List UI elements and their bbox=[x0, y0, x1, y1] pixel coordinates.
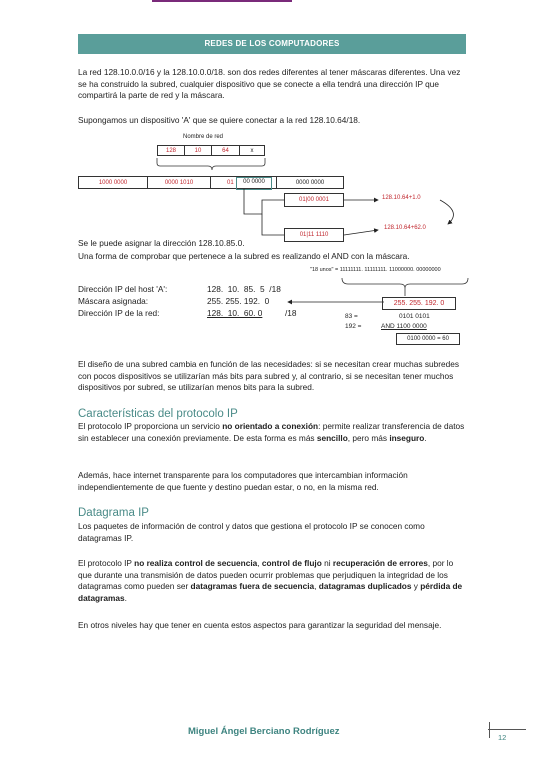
and-intro: Una forma de comprobar que pertenece a la subred es realizando el AND con la máscara. bbox=[78, 251, 410, 261]
calc-b-label: 192 = bbox=[345, 323, 362, 330]
octet-cell: x bbox=[239, 145, 265, 156]
value-mask: 255. 255. 192. 0 bbox=[207, 296, 270, 306]
binary-subnet-bits: 00 0000 bbox=[236, 177, 272, 190]
label-host-ip: Dirección IP del host 'A': bbox=[78, 284, 168, 294]
section-title: Características del protocolo IP bbox=[78, 408, 238, 420]
value-prefix: /18 bbox=[285, 308, 297, 318]
binary-cell: 0000 0000 bbox=[276, 176, 344, 189]
octet-cell: 64 bbox=[211, 145, 240, 156]
binary-net-bits: 01 bbox=[227, 180, 234, 186]
branch-net-bits: 01 bbox=[299, 197, 306, 203]
value-network-ip: 128. 10. 60. 0 bbox=[207, 308, 263, 318]
branch-result: 128.10.64+62.0 bbox=[384, 225, 426, 231]
section1-paragraph2: Además, hace internet transparente para los computadores que intercambian información independientemente de que fuente y destino puedan estar, o no, en la misma red. bbox=[78, 470, 408, 492]
label-network-ip: Dirección IP de la red: bbox=[78, 308, 160, 318]
network-name-label: Nombre de red bbox=[183, 134, 224, 140]
assign-sentence: Se le puede asignar la dirección 128.10.85.0. bbox=[78, 238, 245, 248]
branch-cell: 01|00 0001 bbox=[284, 193, 344, 207]
label-mask: Máscara asignada: bbox=[78, 296, 149, 306]
mask-box: 255. 255. 192. 0 bbox=[382, 297, 456, 310]
value-host-ip: 128. 10. 85. 5 /18 bbox=[207, 284, 281, 294]
calc-a-label: 83 = bbox=[345, 313, 358, 320]
intro-paragraph: La red 128.10.0.0/16 y la 128.10.0.0/18. son dos redes diferentes al tener máscaras diferentes. Una vez se ha construido la subred, cualquier dispositivo que se conecte a ella tendrá una dirección IP que compartirá la parte de red y la máscara. bbox=[78, 67, 461, 100]
section1-paragraph1: El protocolo IP proporciona un servicio no orientado a conexión: permite realizar transferencia de datos sin establecer una conexión previamente. De esta forma es más sencillo, pero más inseguro. bbox=[78, 421, 465, 443]
calc-result: 0100 0000 = 60 bbox=[396, 333, 460, 345]
octet-cell: 10 bbox=[184, 145, 212, 156]
suppose-paragraph: Supongamos un dispositivo 'A' que se quiere conectar a la red 128.10.64/18. bbox=[78, 115, 361, 125]
section2-paragraph2: El protocolo IP no realiza control de secuencia, control de flujo ni recuperación de errores, por lo que durante una transmisión de datos pueden ocurrir problemas que perjudiquen la integridad de los datagramas como pueden ser datagramas fuera de secuencia, datagramas duplicados y pérdida de datagramas. bbox=[78, 558, 463, 603]
section2-paragraph3: En otros niveles hay que tener en cuenta estos aspectos para garantizar la seguridad del mensaje. bbox=[78, 620, 442, 630]
calc-b-value: AND 1100 0000 bbox=[381, 323, 427, 330]
binary-cell: 1000 0000 bbox=[78, 176, 148, 189]
branch-net-bits: 01 bbox=[299, 232, 307, 238]
footer-author: Miguel Ángel Berciano Rodríguez bbox=[188, 726, 340, 737]
binary-cell: 0000 1010 bbox=[147, 176, 211, 189]
branch-subnet-bits: 11 1110 bbox=[307, 232, 329, 238]
section2-paragraph1: Los paquetes de información de control y datos que gestiona el protocolo IP se conocen como datagramas IP. bbox=[78, 521, 425, 543]
branch-subnet-bits: 00 0001 bbox=[307, 197, 329, 203]
branch-result: 128.10.64+1.0 bbox=[382, 195, 421, 201]
page-header: REDES DE LOS COMPUTADORES bbox=[78, 34, 466, 54]
branch-cell: 01|11 1110 bbox=[284, 228, 344, 242]
page-number-rule bbox=[488, 729, 526, 730]
page-number: 12 bbox=[498, 733, 507, 742]
ones-note: "18 unos" = 11111111. 11111111. 11000000. 00000000 bbox=[310, 267, 441, 273]
octet-cell: 128 bbox=[157, 145, 185, 156]
calc-a-value: 0101 0101 bbox=[399, 313, 430, 320]
page-number-divider bbox=[489, 722, 490, 738]
section-title: Datagrama IP bbox=[78, 507, 149, 519]
design-paragraph: El diseño de una subred cambia en función de las necesidades: si se necesitan crear muchas subredes con pocos dispositivos se utilizarían más bits para subred y, al contrario, si se necesitan tener muchos dispositivos por subred, se utilizarían menos bits para la subred. bbox=[78, 359, 459, 392]
